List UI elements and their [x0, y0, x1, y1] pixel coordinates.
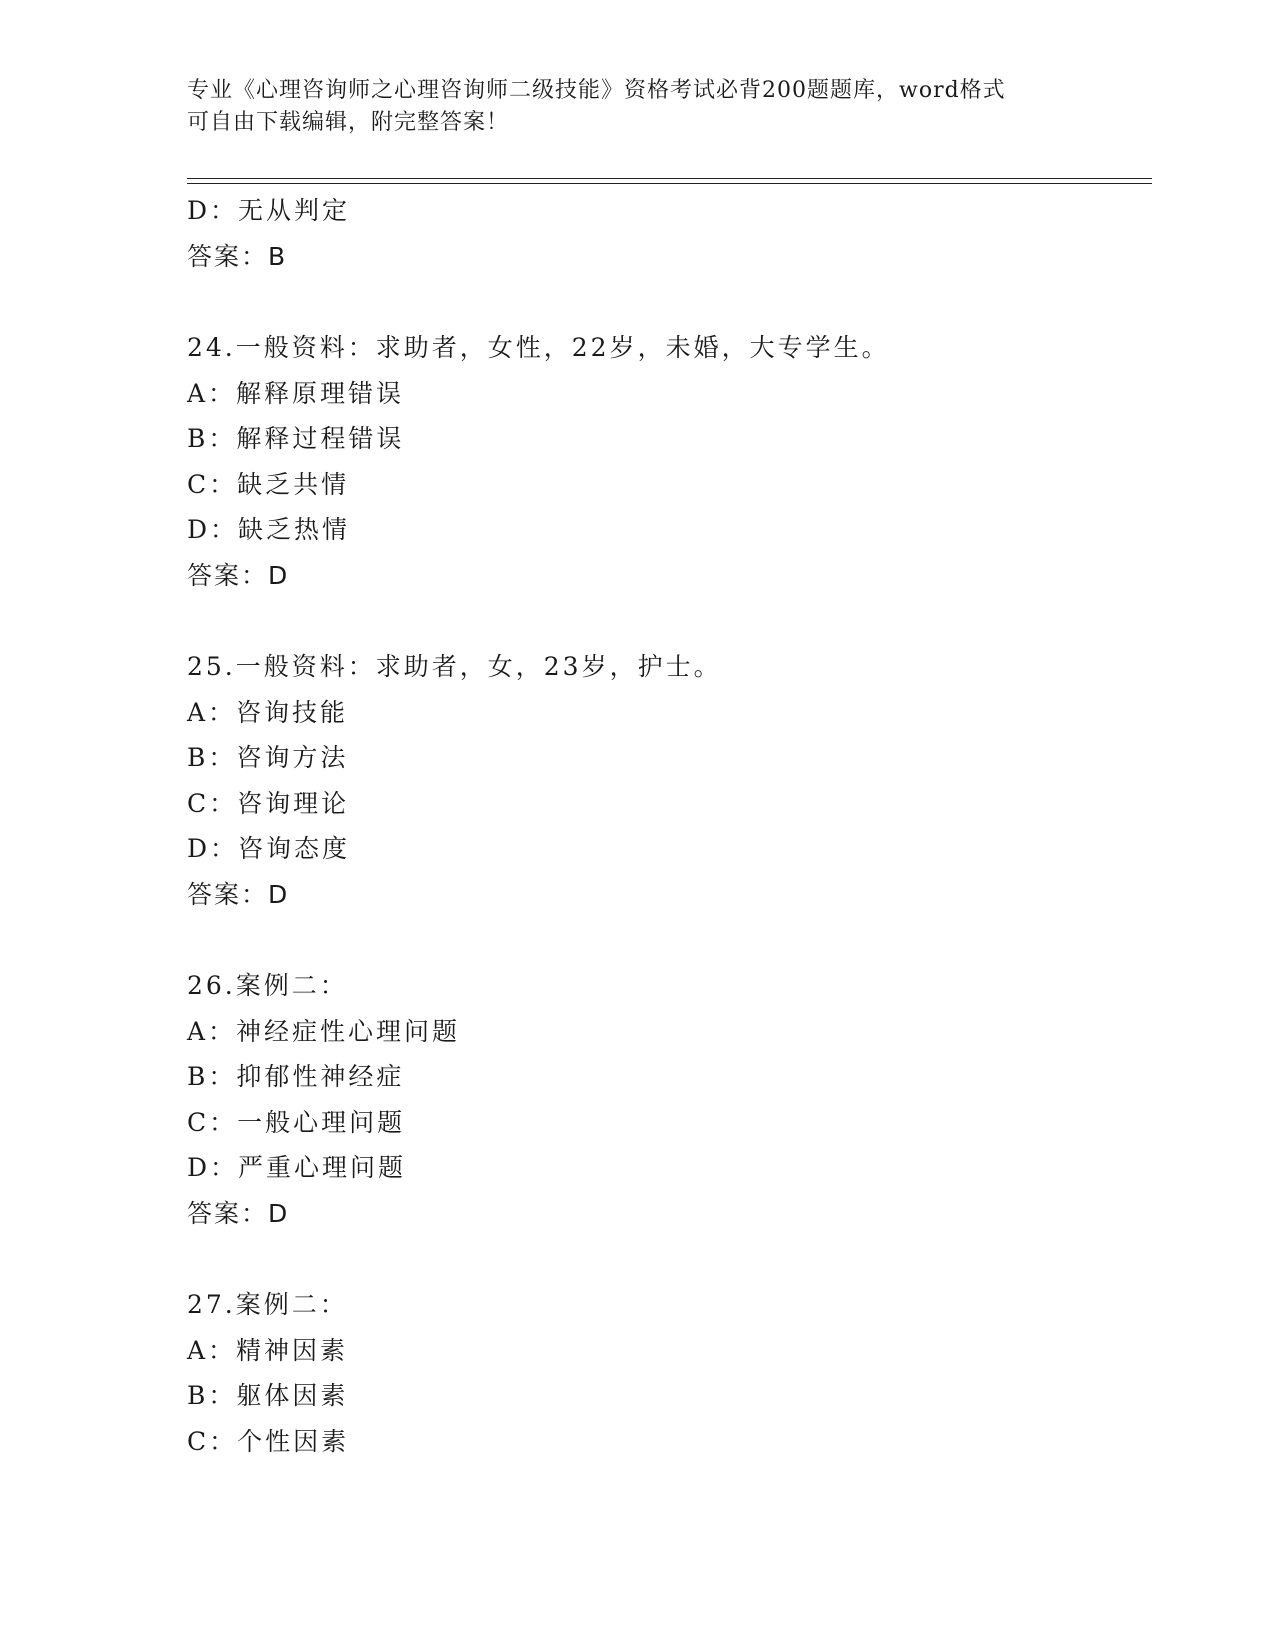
option-b: B：抑郁性神经症	[187, 1062, 405, 1091]
spacer	[187, 279, 1152, 325]
answer-line: 答案：D	[187, 560, 290, 590]
question-27	[187, 1282, 1152, 1464]
option-a: A：解释原理错误	[187, 378, 405, 408]
option-d: D：无从判定	[187, 196, 351, 225]
question-stem: 25.一般资料：求助者，女，23岁，护士。	[187, 652, 722, 681]
header-divider-top	[187, 178, 1152, 179]
question-24	[187, 325, 1152, 598]
spacer	[187, 917, 1152, 963]
option-b: B：解释过程错误	[187, 424, 405, 453]
option-d: D：严重心理问题	[187, 1153, 407, 1182]
option-b: B：咨询方法	[187, 743, 349, 772]
answer-line: 答案：D	[187, 1198, 290, 1228]
header-divider-bottom	[187, 183, 1152, 184]
option-d: D：咨询态度	[187, 834, 351, 863]
question-26	[187, 963, 1152, 1236]
header-line-1: 专业《心理咨询师之心理咨询师二级技能》资格考试必背200题题库，word格式	[187, 78, 1006, 103]
question-25	[187, 644, 1152, 917]
question-stem: 26.案例二：	[187, 971, 348, 1000]
option-d: D：缺乏热情	[187, 515, 351, 544]
option-a: A：神经症性心理问题	[187, 1016, 461, 1046]
header-line-2: 可自由下载编辑，附完整答案！	[187, 110, 510, 135]
spacer	[187, 1236, 1152, 1282]
option-c: C：一般心理问题	[187, 1107, 406, 1137]
option-c: C：缺乏共情	[187, 469, 350, 499]
question-list	[187, 188, 1152, 1464]
option-a: A：咨询技能	[187, 697, 349, 727]
option-c: C：个性因素	[187, 1426, 350, 1456]
question-stem: 24.一般资料：求助者，女性，22岁，未婚，大专学生。	[187, 333, 890, 362]
option-a: A：精神因素	[187, 1335, 349, 1365]
question-stem: 27.案例二：	[187, 1290, 348, 1319]
document-header	[187, 75, 1087, 139]
answer-line: 答案：B	[187, 241, 288, 271]
option-b: B：躯体因素	[187, 1381, 349, 1410]
option-c: C：咨询理论	[187, 788, 350, 818]
spacer	[187, 598, 1152, 644]
answer-line: 答案：D	[187, 879, 290, 909]
